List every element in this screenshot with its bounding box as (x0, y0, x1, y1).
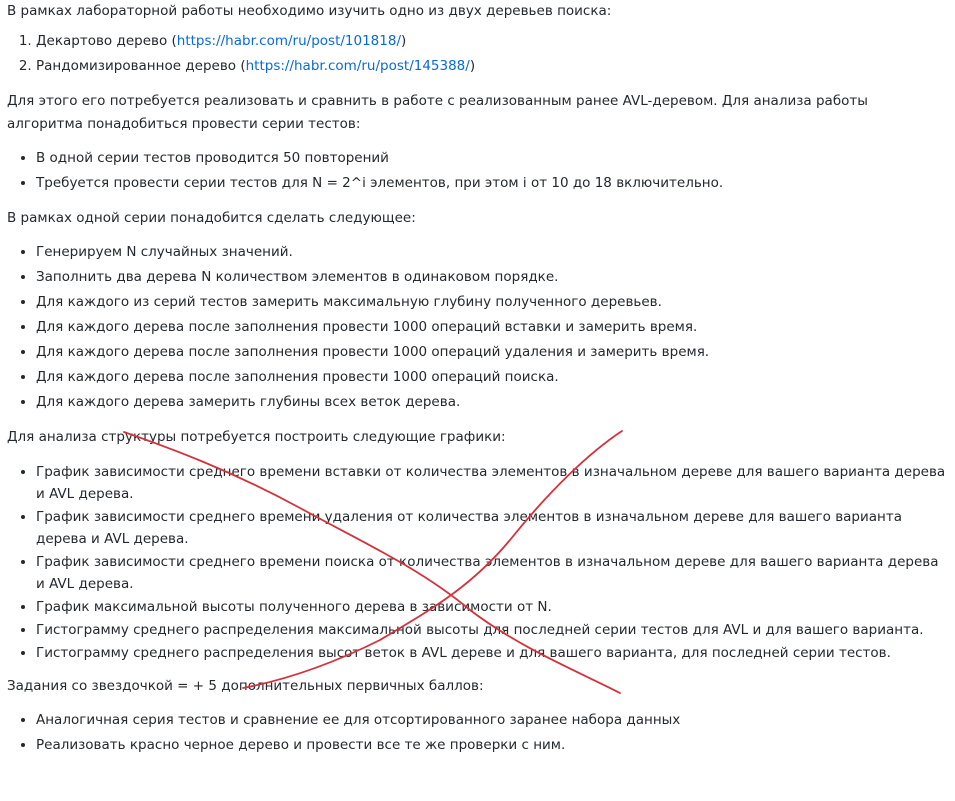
list-item: • Требуется провести серии тестов для N = 2^i элементов, при этом i от 10 до 18 включительно. (36, 172, 947, 194)
graphs-paragraph: Для анализа структуры потребуется построить следующие графики: (7, 429, 506, 445)
variant-name: Рандомизированное дерево (36, 58, 237, 74)
variant-link[interactable]: https://habr.com/ru/post/145388/ (245, 58, 470, 74)
list-item: • Реализовать красно черное дерево и провести все те же проверки с ним. (36, 734, 947, 756)
list-item: • Заполнить два дерева N количеством элементов в одинаковом порядке. (36, 266, 947, 288)
variant-link[interactable]: https://habr.com/ru/post/101818/ (176, 33, 401, 49)
series-rules-list (7, 147, 947, 194)
list-item: • Для каждого дерева замерить глубины всех веток дерева. (36, 391, 947, 413)
list-item: • График зависимости среднего времени вставки от количества элементов в изначальном дереве для вашего варианта дерева и AVL дерева. (36, 461, 947, 505)
list-item: • Генерируем N случайных значений. (36, 241, 947, 263)
list-item: • Для каждого дерева после заполнения провести 1000 операций поиска. (36, 366, 947, 388)
bonus-paragraph: Задания со звездочкой = + 5 дополнительных первичных баллов: (7, 678, 484, 694)
within-series-paragraph: В рамках одной серии понадобится сделать следующее: (7, 210, 416, 226)
graphs-list (7, 461, 947, 664)
list-item: • Гистограмму среднего распределения высот веток в AVL дереве и для вашего варианта, для последней серии тестов. (36, 642, 947, 664)
list-item: • В одной серии тестов проводится 50 повторений (36, 147, 947, 169)
series-steps-list (7, 241, 947, 413)
variant-name: Декартово дерево (36, 33, 168, 49)
list-item: • Для каждого дерева после заполнения провести 1000 операций удаления и замерить время. (36, 341, 947, 363)
document-body (7, 0, 947, 756)
list-item: • Гистограмму среднего распределения максимальной высоты для последней серии тестов для AVL и для вашего варианта. (36, 619, 947, 641)
list-item: • График зависимости среднего времени удаления от количества элементов в изначальном дереве для вашего варианта дерева и AVL дерева. (36, 506, 947, 550)
list-item: • Для каждого из серий тестов замерить максимальную глубину полученного деревьев. (36, 291, 947, 313)
list-item: • График максимальной высоты полученного дерева в зависимости от N. (36, 596, 947, 618)
list-item: 2. Рандомизированное дерево (https://habr.com/ru/post/145388/) (36, 55, 947, 77)
tree-variants-list (7, 30, 947, 77)
list-item: • Для каждого дерева после заполнения провести 1000 операций вставки и замерить время. (36, 316, 947, 338)
bonus-tasks-list (7, 709, 947, 756)
intro-paragraph: В рамках лабораторной работы необходимо изучить одно из двух деревьев поиска: (7, 3, 612, 19)
list-item: • График зависимости среднего времени поиска от количества элементов в изначальном дереве для вашего варианта дерева и AVL дерева. (36, 551, 947, 595)
list-item: 1. Декартово дерево (https://habr.com/ru/post/101818/) (36, 30, 947, 52)
list-item: • Аналогичная серия тестов и сравнение ее для отсортированного заранее набора данных (36, 709, 947, 731)
requirements-paragraph: Для этого его потребуется реализовать и сравнить в работе с реализованным ранее AVL-деревом. Для анализа работы алгоритма понадобиться провести серии тестов: (7, 93, 868, 132)
